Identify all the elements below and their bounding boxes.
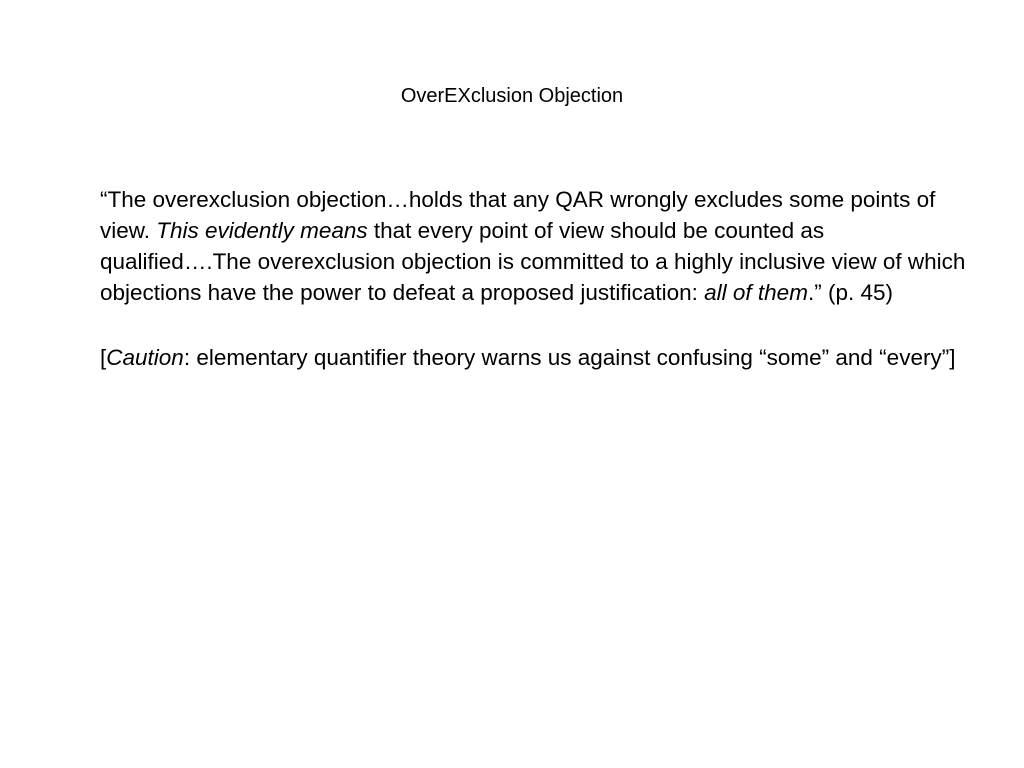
caution-open-bracket: [: [100, 345, 107, 370]
quote-emphasis-1: This evidently means: [156, 218, 368, 243]
caution-text: : elementary quantifier theory warns us against confusing “some” and “every”]: [183, 345, 956, 370]
quote-paragraph: [100, 184, 970, 308]
quote-text-1: “The overexclusion objection…holds that any QAR wrongly excludes some points of view.: [100, 187, 936, 243]
caution-paragraph: [100, 342, 970, 373]
slide-title: OverEXclusion Objection: [400, 85, 624, 107]
caution-label: Caution: [106, 345, 184, 370]
slide-body: [100, 184, 970, 373]
quote-text-2: that every point of view should be counted as qualified….The overexclusion objection is committed to a highly inclusive view of which objections have the power to defeat a proposed justification:: [100, 218, 966, 305]
quote-emphasis-2: all of them: [704, 280, 808, 305]
quote-text-3: .” (p. 45): [807, 280, 893, 305]
